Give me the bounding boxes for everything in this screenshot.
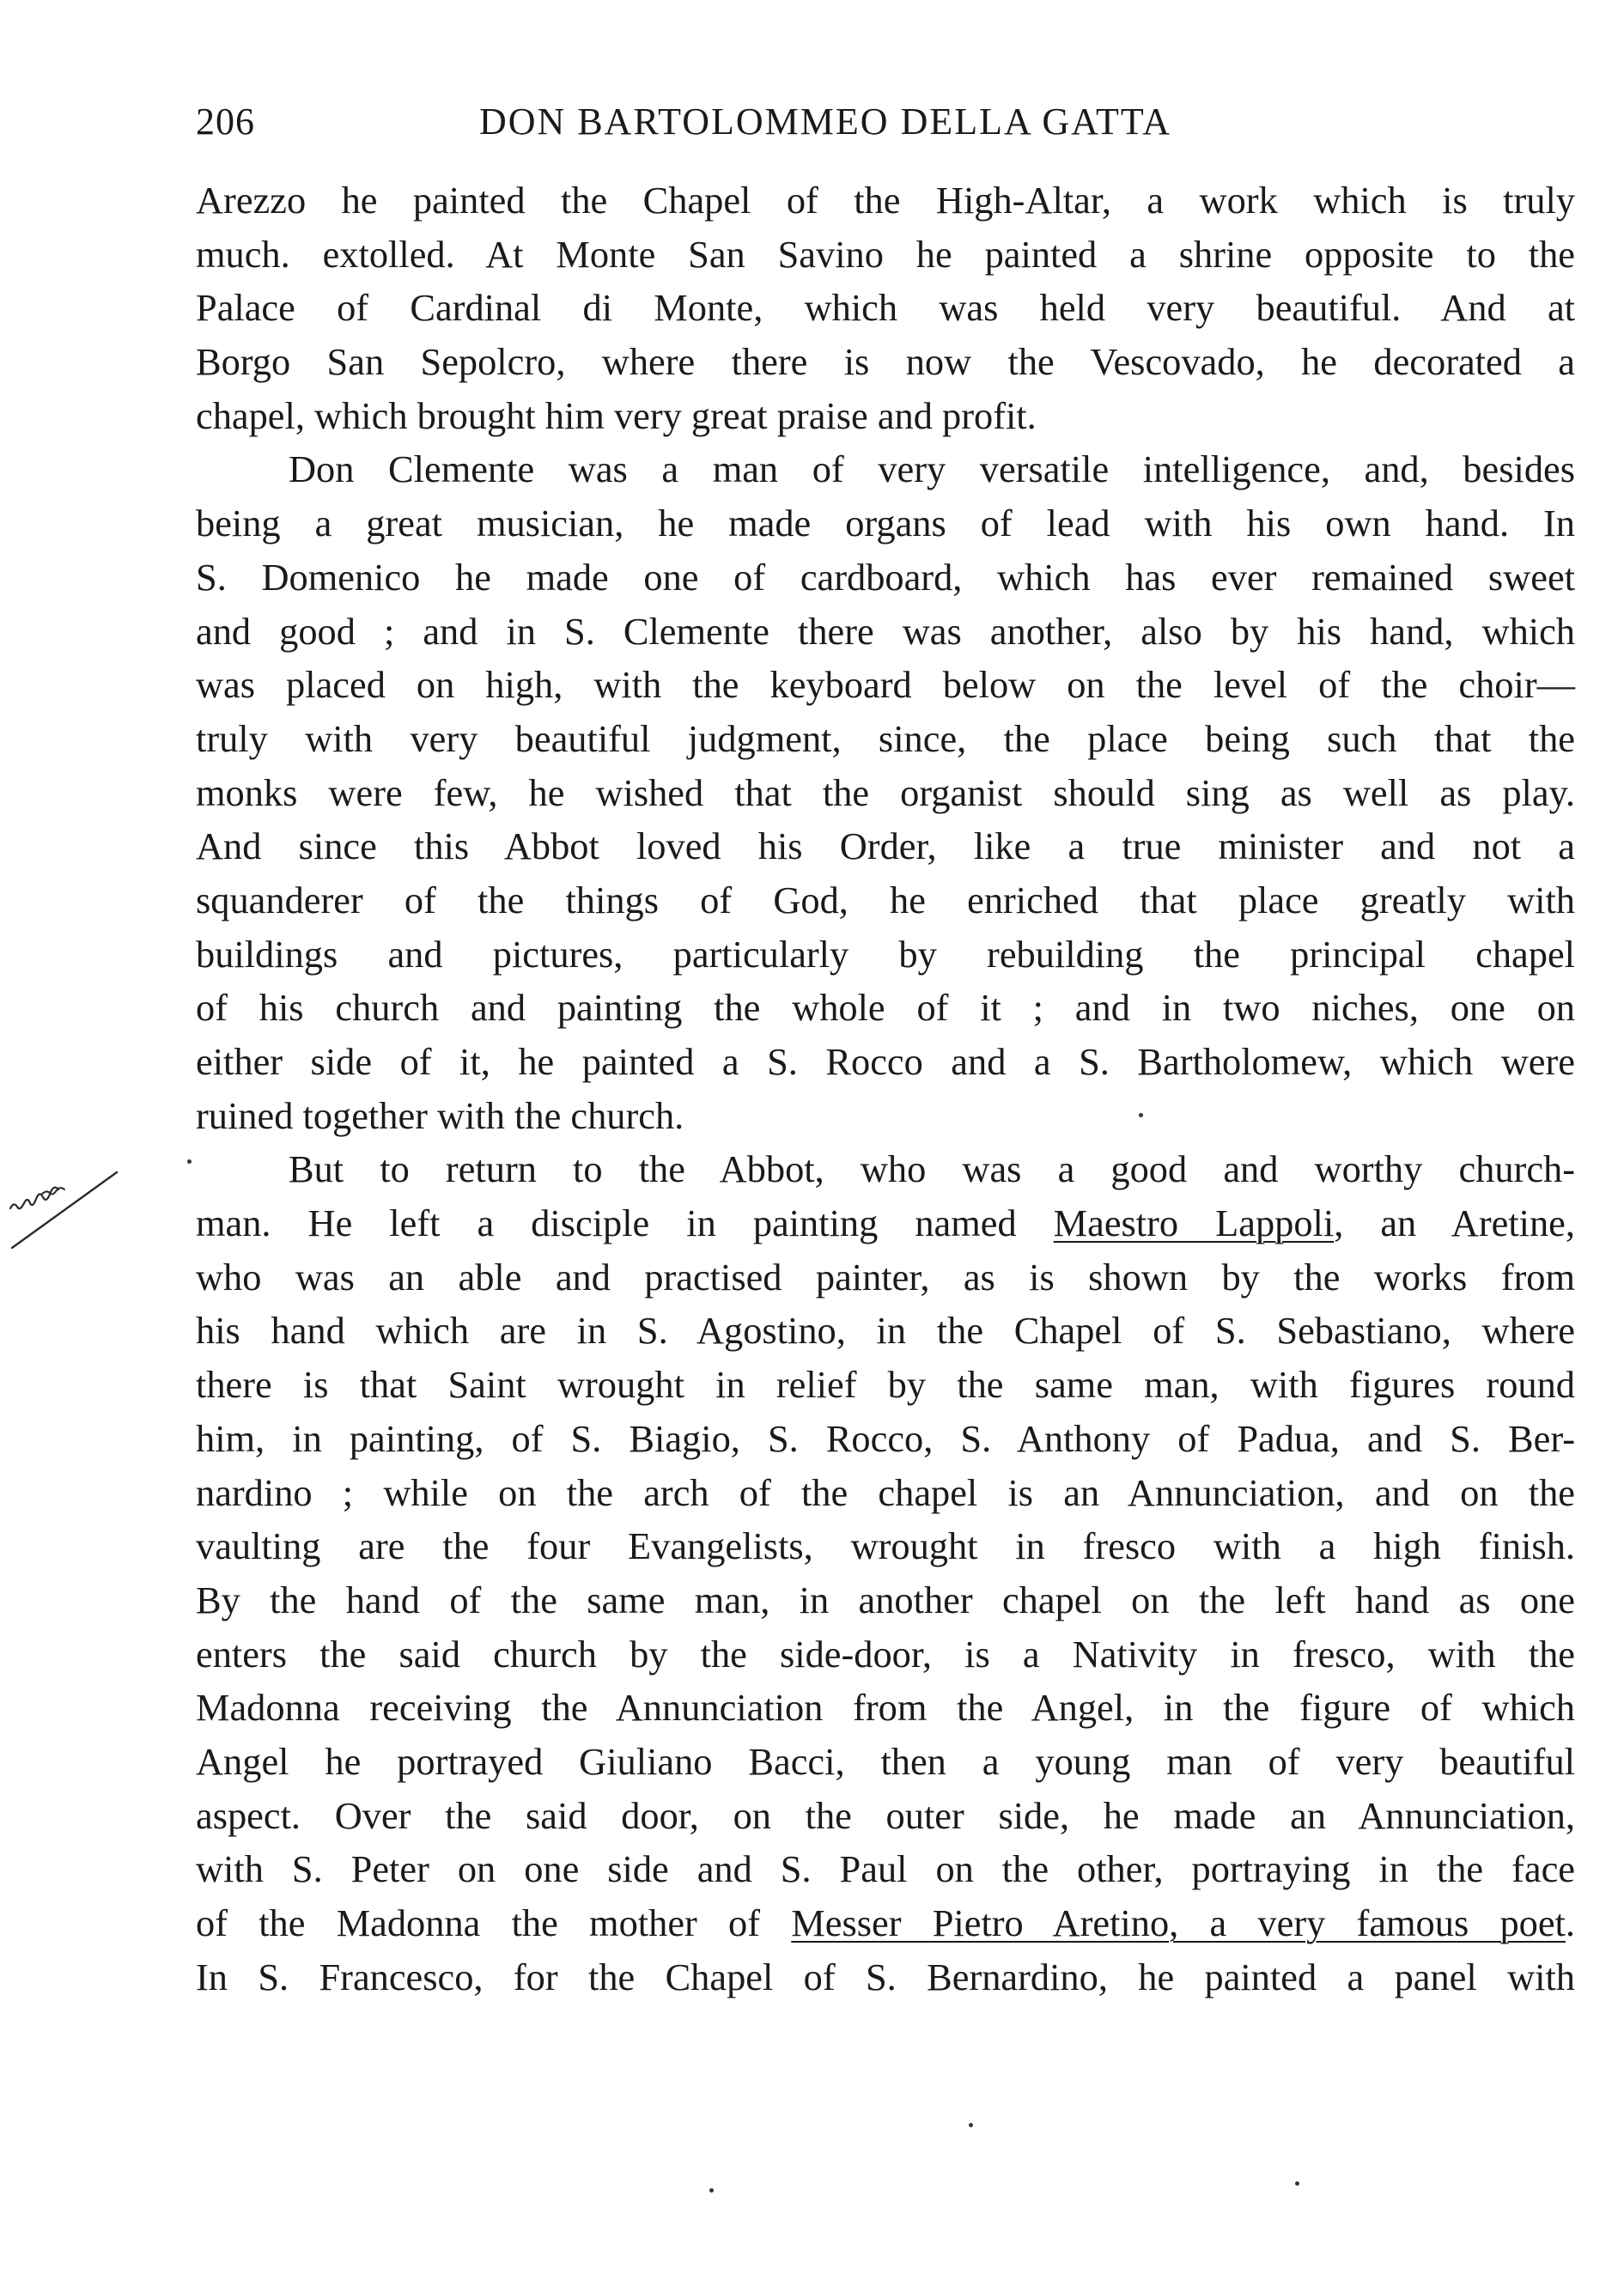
underlined-name: Maestro Lappoli xyxy=(1053,1201,1335,1245)
text-line: chapel, which brought him very great praise and profit. xyxy=(196,393,1037,437)
underlined-name: Messer Pietro Aretino, a very famous poet xyxy=(791,1901,1566,1944)
text-line: of his church and painting the whole of it ; and in two niches, one on xyxy=(196,986,1575,1030)
text-line: buildings and pictures, particularly by rebuilding the principal chapel xyxy=(196,932,1575,976)
running-title: DON BARTOLOMMEO DELLA GATTA xyxy=(479,100,1171,143)
text-line: was placed on high, with the keyboard below on the level of the choir— xyxy=(196,663,1575,707)
page-speck xyxy=(709,2188,714,2193)
text-line: with S. Peter on one side and S. Paul on the other, portraying in the face xyxy=(196,1847,1575,1891)
text-line: aspect. Over the said door, on the outer side, he made an Annunciation, xyxy=(196,1793,1575,1837)
text-line: Angel he portrayed Giuliano Bacci, then a young man of very beautiful xyxy=(196,1739,1575,1783)
text-line: But to return to the Abbot, who was a good and worthy church- xyxy=(289,1147,1575,1191)
body-text xyxy=(196,173,1575,2004)
text-line: Don Clemente was a man of very versatile intelligence, and, besides xyxy=(289,447,1575,491)
text-line: Arezzo he painted the Chapel of the High-Altar, a work which is truly xyxy=(196,179,1575,222)
text-line: In S. Francesco, for the Chapel of S. Bernardino, he painted a panel with xyxy=(196,1955,1575,1998)
text-line: ruined together with the church. xyxy=(196,1093,684,1137)
text-line: nardino ; while on the arch of the chapel is an Annunciation, and on the xyxy=(196,1470,1575,1514)
text-line: And since this Abbot loved his Order, like a true minister and not a xyxy=(196,824,1575,868)
text-line: and good ; and in S. Clemente there was another, also by his hand, which xyxy=(196,609,1575,653)
text-line: Madonna receiving the Annunciation from the Angel, in the figure of which xyxy=(196,1686,1575,1730)
text-line: vaulting are the four Evangelists, wrought in fresco with a high finish. xyxy=(196,1524,1575,1568)
page-speck xyxy=(969,2123,973,2127)
text-segment: man. He left a disciple in painting named xyxy=(196,1201,1054,1245)
page-speck xyxy=(187,1159,192,1164)
page-number: 206 xyxy=(196,100,255,143)
text-line xyxy=(196,1896,1575,1950)
text-segment: . xyxy=(1565,1901,1575,1944)
text-line: much. extolled. At Monte San Savino he painted a shrine opposite to the xyxy=(196,232,1575,276)
page-speck xyxy=(1295,2181,1299,2186)
text-line: enters the said church by the side-door, is a Nativity in fresco, with the xyxy=(196,1632,1575,1676)
text-line: being a great musician, he made organs of lead with his own hand. In xyxy=(196,502,1575,545)
text-line: his hand which are in S. Agostino, in the Chapel of S. Sebastiano, where xyxy=(196,1309,1575,1353)
running-head xyxy=(196,96,1575,148)
handwritten-scribble-icon xyxy=(3,1138,124,1258)
text-line: Palace of Cardinal di Monte, which was held very beautiful. And at xyxy=(196,286,1575,330)
text-line: squanderer of the things of God, he enriched that place greatly with xyxy=(196,878,1575,922)
text-line: S. Domenico he made one of cardboard, which has ever remained sweet xyxy=(196,555,1575,599)
text-line: him, in painting, of S. Biagio, S. Rocco, S. Anthony of Padua, and S. Ber- xyxy=(196,1416,1575,1460)
text-line: who was an able and practised painter, as is shown by the works from xyxy=(196,1255,1575,1299)
page-speck xyxy=(1139,1113,1143,1117)
text-line: truly with very beautiful judgment, since, the place being such that the xyxy=(196,716,1575,760)
text-line: By the hand of the same man, in another chapel on the left hand as one xyxy=(196,1578,1575,1621)
text-line: there is that Saint wrought in relief by the same man, with figures round xyxy=(196,1363,1575,1407)
text-line: Borgo San Sepolcro, where there is now the Vescovado, he decorated a xyxy=(196,340,1575,384)
text-line: monks were few, he wished that the organist should sing as well as play. xyxy=(196,770,1575,814)
text-segment: of the Madonna the mother of xyxy=(196,1901,792,1944)
text-segment: , an Aretine, xyxy=(1334,1201,1575,1245)
text-line: either side of it, he painted a S. Rocco and a S. Bartholomew, which were xyxy=(196,1040,1575,1083)
text-line xyxy=(196,1196,1575,1250)
